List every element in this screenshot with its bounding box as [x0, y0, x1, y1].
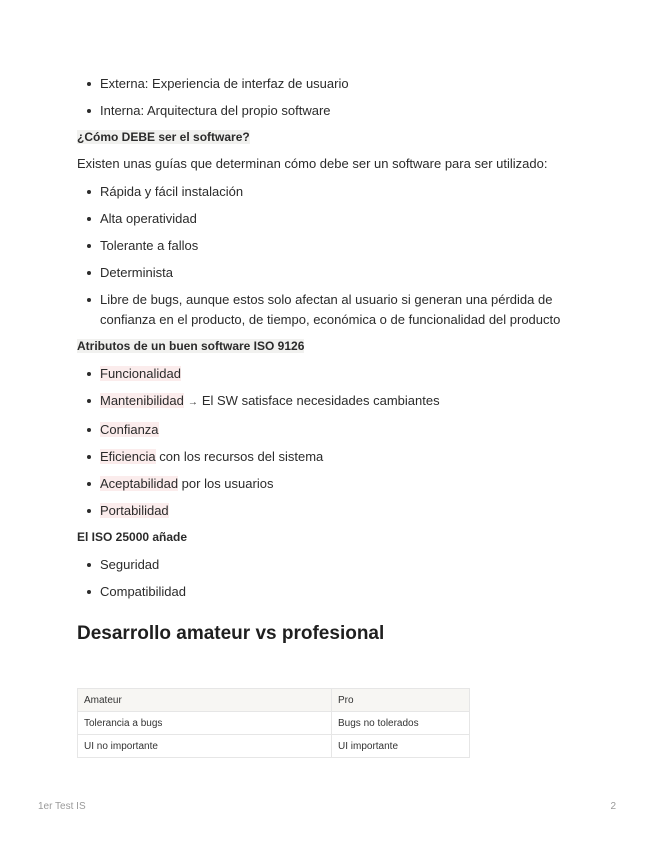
list-item: [77, 501, 577, 521]
list-item: Alta operatividad: [77, 209, 577, 229]
section-title: Desarrollo amateur vs profesional: [77, 623, 385, 644]
list-item: Seguridad: [77, 555, 577, 575]
table-cell: UI importante: [332, 735, 470, 758]
atributos-list: [77, 364, 577, 521]
aceptabilidad-desc: por los usuarios: [178, 476, 274, 491]
comparison-table: [77, 688, 470, 758]
footer-title: 1er Test IS: [38, 801, 86, 812]
top-list: [77, 74, 577, 121]
highlight-portabilidad: Portabilidad: [100, 503, 169, 518]
table-header-cell: Amateur: [78, 689, 332, 712]
list-item: [77, 474, 577, 494]
highlight-mantenibilidad: Mantenibilidad: [100, 393, 184, 408]
page-content: [77, 74, 577, 758]
list-item: [77, 391, 577, 413]
table-header-row: [78, 689, 470, 712]
table-cell: UI no importante: [78, 735, 332, 758]
heading-iso25000: El ISO 25000 añade: [77, 530, 188, 544]
eficiencia-desc: con los recursos del sistema: [155, 449, 324, 464]
intro-paragraph: Existen unas guías que determinan cómo debe ser un software para ser utilizado:: [77, 156, 548, 171]
heading-atributos: Atributos de un buen software ISO 9126: [77, 339, 305, 353]
page-number: 2: [610, 801, 616, 812]
list-item: Externa: Experiencia de interfaz de usuario: [77, 74, 577, 94]
iso25000-list: [77, 555, 577, 602]
list-item: [77, 420, 577, 440]
debe-list: [77, 182, 577, 330]
table-row: [78, 735, 470, 758]
list-item: Tolerante a fallos: [77, 236, 577, 256]
table-row: [78, 712, 470, 735]
highlight-funcionalidad: Funcionalidad: [100, 366, 181, 381]
list-item: Libre de bugs, aunque estos solo afectan al usuario si generan una pérdida de confianza en el producto, de tiempo, económica o de funcionalidad del producto: [77, 290, 577, 330]
arrow-icon: →: [187, 397, 198, 408]
list-item: Rápida y fácil instalación: [77, 182, 577, 202]
list-item: Compatibilidad: [77, 582, 577, 602]
table-header-cell: Pro: [332, 689, 470, 712]
list-item: [77, 447, 577, 467]
table-cell: Tolerancia a bugs: [78, 712, 332, 735]
list-item: Interna: Arquitectura del propio software: [77, 101, 577, 121]
highlight-confianza: Confianza: [100, 422, 159, 437]
list-item: [77, 364, 577, 384]
highlight-eficiencia: Eficiencia: [100, 449, 156, 464]
list-item: Determinista: [77, 263, 577, 283]
mantenibilidad-desc: El SW satisface necesidades cambiantes: [201, 393, 440, 408]
heading-como-debe: ¿Cómo DEBE ser el software?: [77, 130, 250, 144]
highlight-aceptabilidad: Aceptabilidad: [100, 476, 179, 491]
table-cell: Bugs no tolerados: [332, 712, 470, 735]
